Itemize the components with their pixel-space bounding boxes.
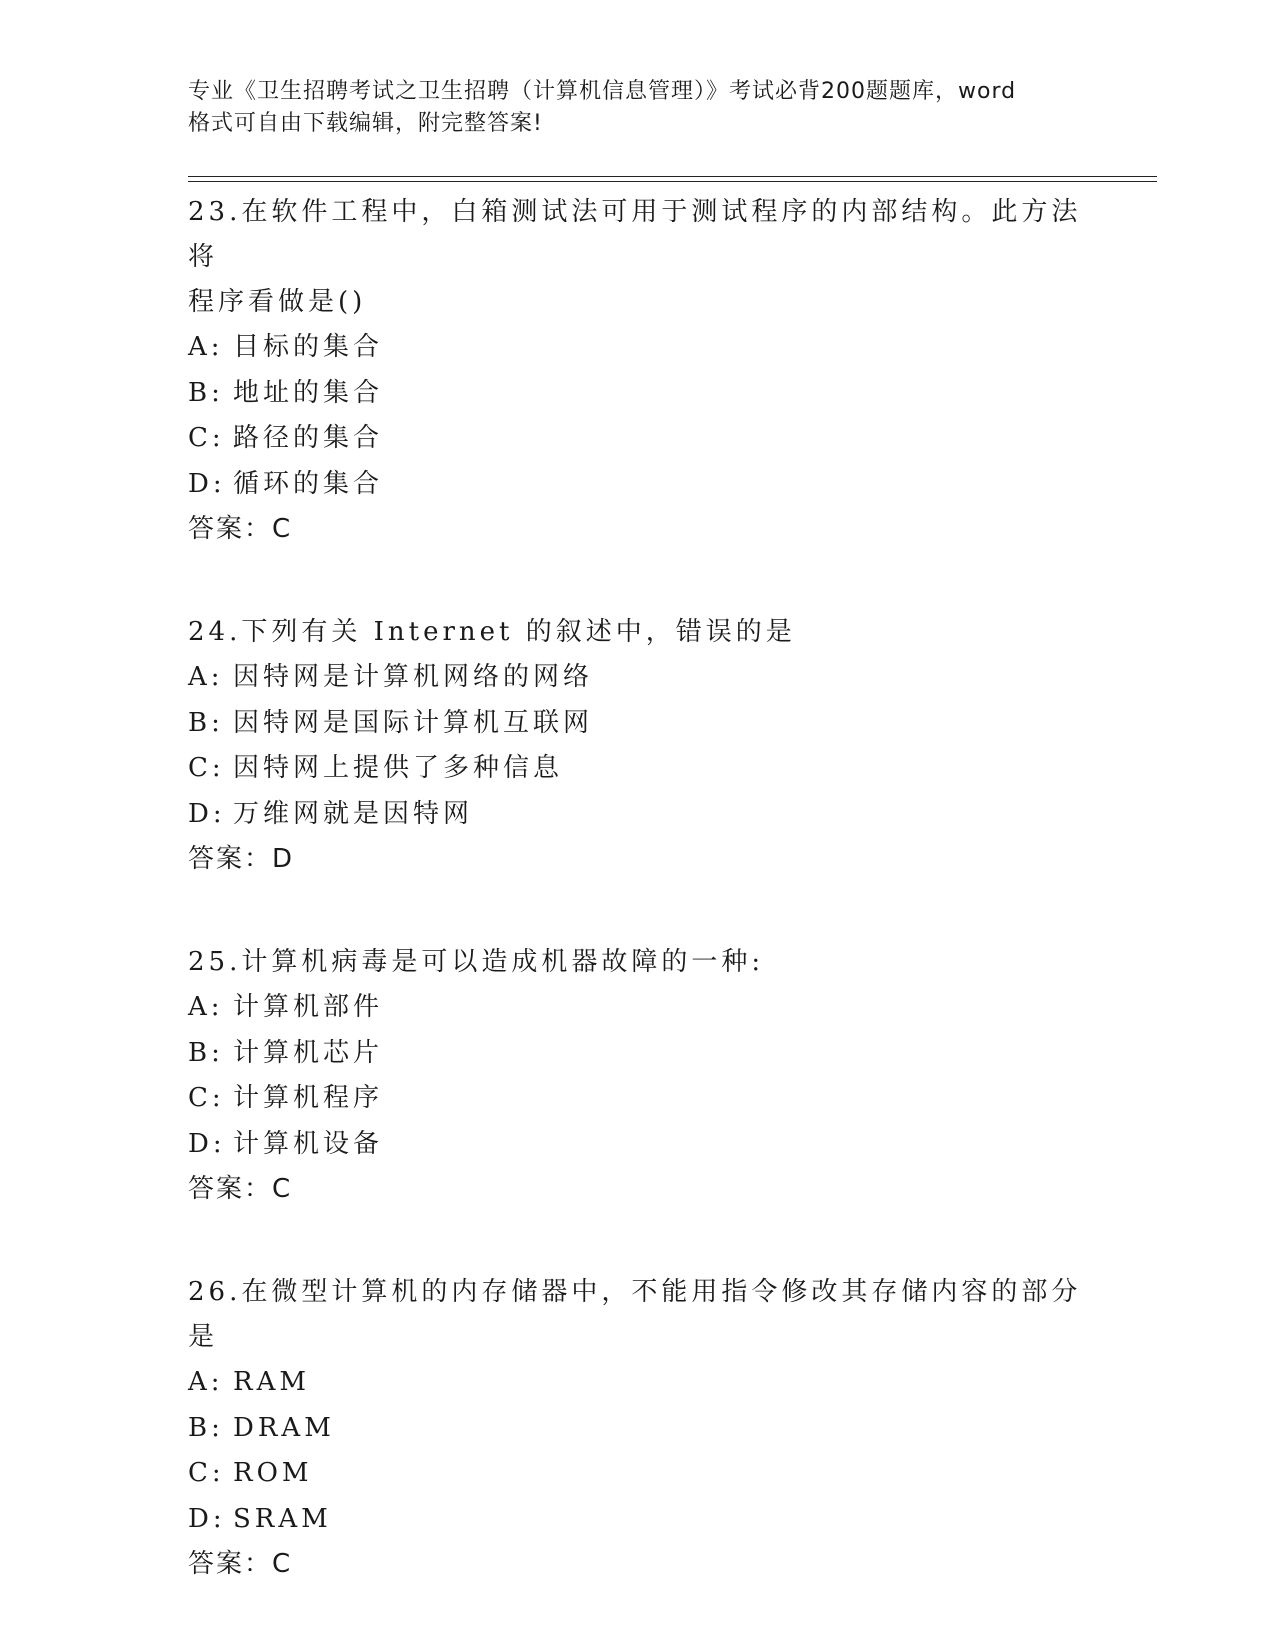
question-stem-continued: 程序看做是() [188, 287, 367, 317]
option-label: D: [188, 1503, 226, 1534]
option-b [188, 701, 1088, 747]
answer-line: 答案：C [188, 1174, 293, 1204]
option-text: ROM [233, 1458, 313, 1488]
option-text: 计算机芯片 [233, 1037, 384, 1068]
option-c [188, 416, 1088, 462]
option-c [188, 1076, 1088, 1122]
answer-line: 答案：C [188, 1549, 293, 1579]
option-label: C: [188, 423, 225, 453]
option-text: 目标的集合 [233, 332, 384, 362]
option-d [188, 1497, 1088, 1543]
option-text: 因特网上提供了多种信息 [233, 753, 564, 783]
header-line-2: 格式可自由下载编辑，附完整答案! [188, 111, 543, 136]
header-divider-top [188, 176, 1157, 177]
option-label: A: [188, 332, 224, 362]
option-b [188, 1031, 1088, 1077]
option-d [188, 792, 1088, 838]
option-text: 万维网就是因特网 [233, 798, 474, 829]
question-list [188, 190, 1088, 1645]
answer-line: 答案：C [188, 514, 293, 544]
option-label: C: [188, 1083, 225, 1113]
option-label: B: [188, 377, 224, 408]
option-label: B: [188, 1412, 224, 1443]
question-stem: 26.在微型计算机的内存储器中，不能用指令修改其存储内容的部分是 [188, 1277, 1082, 1352]
option-label: D: [188, 798, 226, 829]
option-text: 因特网是国际计算机互联网 [233, 707, 594, 738]
option-label: A: [188, 662, 224, 692]
option-text: DRAM [233, 1412, 335, 1443]
option-label: B: [188, 1037, 224, 1068]
option-label: A: [188, 1367, 224, 1397]
option-label: A: [188, 992, 224, 1022]
option-text: 循环的集合 [233, 468, 384, 499]
option-a [188, 325, 1088, 371]
question-23 [188, 190, 1088, 552]
option-label: D: [188, 1128, 226, 1159]
question-24 [188, 610, 1088, 882]
option-text: 计算机部件 [233, 992, 384, 1022]
option-d [188, 462, 1088, 508]
option-a [188, 1360, 1088, 1406]
option-b [188, 1406, 1088, 1452]
answer-line: 答案：D [188, 844, 295, 874]
question-stem: 23.在软件工程中，白箱测试法可用于测试程序的内部结构。此方法将 [188, 197, 1082, 272]
header-divider-bottom [188, 181, 1157, 182]
option-text: 路径的集合 [233, 423, 384, 453]
option-text: 计算机程序 [233, 1083, 384, 1113]
question-25 [188, 940, 1088, 1212]
option-c [188, 1451, 1088, 1497]
option-label: C: [188, 753, 225, 783]
option-label: D: [188, 468, 226, 499]
document-header [188, 76, 1088, 140]
option-text: 因特网是计算机网络的网络 [233, 662, 594, 692]
option-a [188, 985, 1088, 1031]
header-line-1: 专业《卫生招聘考试之卫生招聘（计算机信息管理）》考试必背200题题库，word [188, 79, 1017, 104]
option-text: RAM [233, 1367, 310, 1397]
option-b [188, 371, 1088, 417]
question-stem: 24.下列有关 Internet 的叙述中，错误的是 [188, 617, 796, 647]
option-text: 地址的集合 [233, 377, 384, 408]
option-c [188, 746, 1088, 792]
question-stem: 25.计算机病毒是可以造成机器故障的一种: [188, 947, 765, 977]
option-a [188, 655, 1088, 701]
option-text: 计算机设备 [233, 1128, 384, 1159]
question-26 [188, 1270, 1088, 1587]
option-label: C: [188, 1458, 225, 1488]
option-d [188, 1122, 1088, 1168]
option-label: B: [188, 707, 224, 738]
option-text: SRAM [233, 1503, 332, 1534]
